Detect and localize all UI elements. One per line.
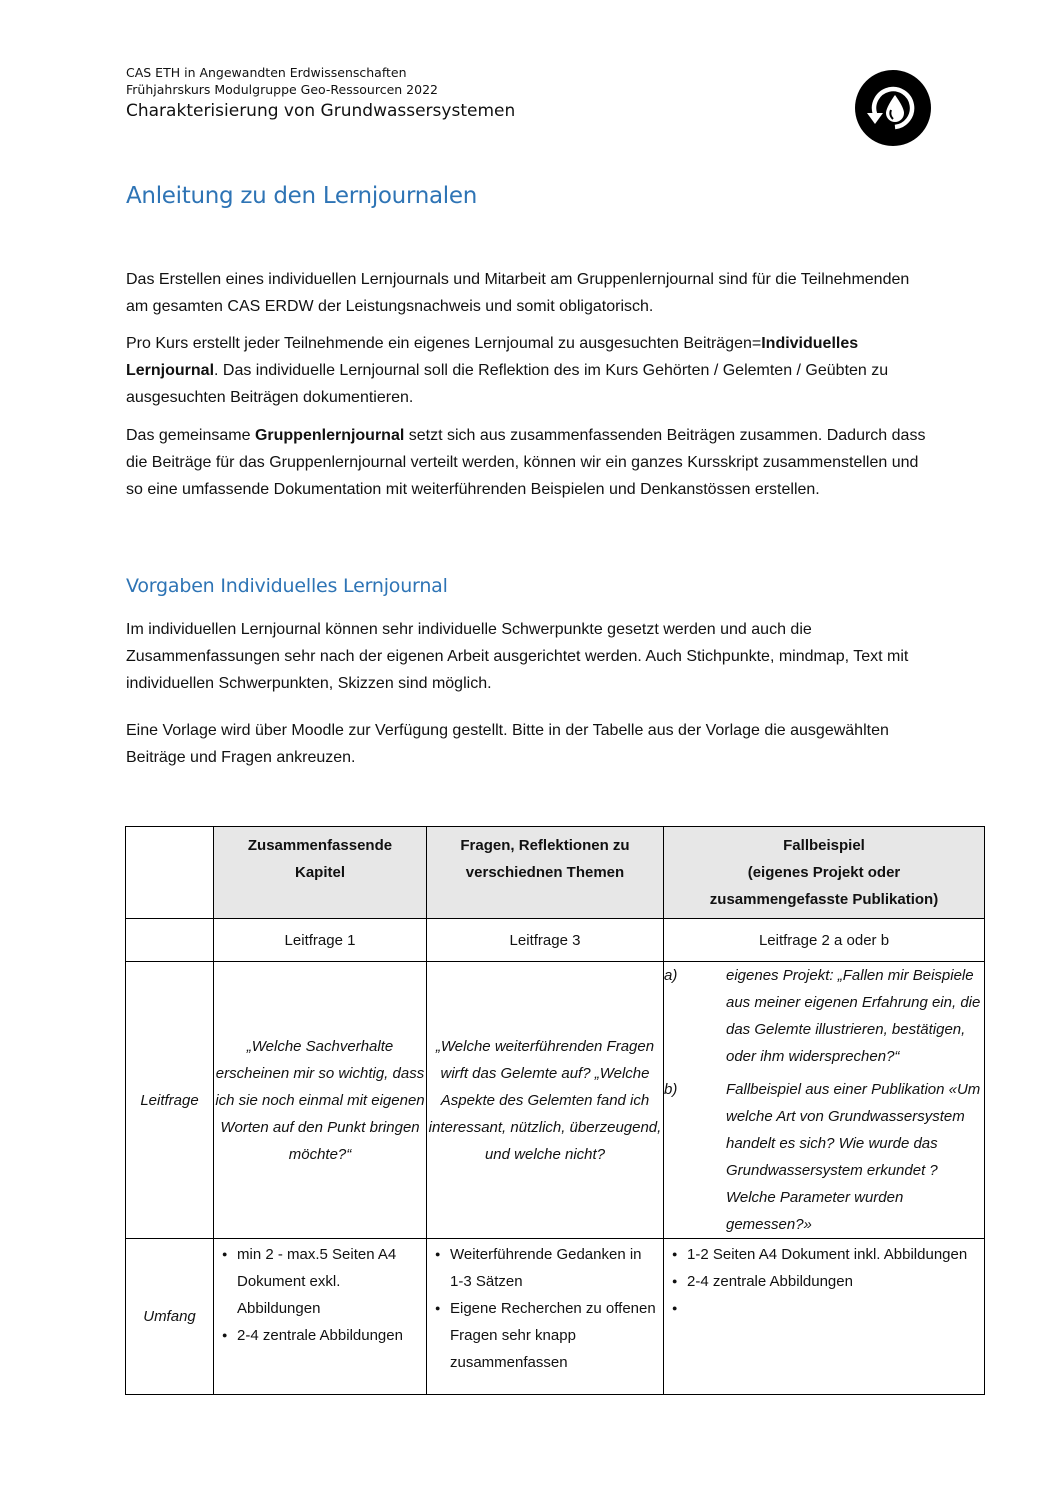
header-text: Kapitel [294, 864, 345, 881]
individual-journal-term: Individuelles Lernjournal [126, 335, 859, 379]
section-paragraph-1: Im individuellen Lernjournal können sehr individuelle Schwerpunkte gesetzt werden und auch die Zusammenfassungen sehr nach der eigenen Arbeit ausgerichtet werden. Auch Stichpunkte, mindmap, Text mit individuellen Schwerpunkten, Skizzen sind möglich. [126, 621, 909, 692]
question-summary: „Welche Sachverhalte erscheinen mir so wichtig, dass ich sie noch einmal mit eigenen Worten auf den Punkt bringen möchte?“ [214, 962, 427, 1239]
leitfrage-number: Leitfrage 1 [214, 919, 427, 962]
header-text: verschiednen Themen [465, 864, 625, 881]
header-case-study [664, 827, 985, 919]
header-text: zusammengefasste Publikation) [709, 891, 939, 908]
list-item-empty [672, 1295, 978, 1322]
leitfrage-number: Leitfrage 2 a oder b [664, 919, 985, 962]
intro-paragraph-2 [126, 330, 926, 411]
header-course: Frühjahrskurs Modulgruppe Geo-Ressourcen 2022 [126, 82, 438, 97]
umfang-case-study [664, 1239, 985, 1395]
intro-paragraph-3 [126, 422, 926, 503]
table-header-row [126, 827, 985, 919]
table-row-leitfrage-numbers [126, 919, 985, 962]
section-paragraph-2: Eine Vorlage wird über Moodle zur Verfügung gestellt. Bitte in der Tabelle aus der Vorlage die ausgewählten Beiträge und Fragen ankreuzen. [126, 722, 889, 766]
group-journal-term: Gruppenlernjournal [254, 427, 405, 444]
umfang-reflection [427, 1239, 664, 1395]
header-topic: Charakterisierung von Grundwassersystemen [126, 101, 516, 121]
case-option-a [664, 962, 984, 1070]
option-marker: a) [664, 967, 678, 984]
header-text: Fallbeispiel [783, 837, 865, 854]
water-drop-cycle-icon [855, 70, 931, 146]
intro-p2-start: Pro Kurs erstellt jeder Teilnehmende ein eigenes Lernjoumal zu ausgesuchten Beiträgen= [126, 335, 762, 352]
option-text: Fallbeispiel aus einer Publikation «Um welche Art von Grundwassersystem handelt es sich? Wie wurde das Grundwassersystem erkundet ? Welche Parameter wurden gemessen?» [726, 1081, 981, 1233]
list-item: ● 2-4 zentrale Abbildungen [222, 1322, 420, 1349]
umfang-summary [214, 1239, 427, 1395]
case-option-b [664, 1076, 984, 1238]
header-questions [427, 827, 664, 919]
option-marker: b) [664, 1081, 678, 1098]
question-case-study [664, 962, 985, 1239]
header-corner-cell [126, 827, 214, 919]
requirements-table [125, 826, 985, 1395]
question-reflection: „Welche weiterführenden Fragen wirft das Gelemte auf? „Welche Aspekte des Gelemten fand ich interessant, nützlich, überzeugend, und welche nicht? [427, 962, 664, 1239]
leitfrage-number: Leitfrage 3 [427, 919, 664, 962]
section-heading: Vorgaben Individuelles Lernjournal [126, 575, 448, 597]
option-text: eigenes Projekt: „Fallen mir Beispiele aus meiner eigenen Erfahrung ein, die das Gelemte illustrieren, bestätigen, oder ihm widersprechen?“ [726, 967, 981, 1065]
table-row-leitfrage [126, 962, 985, 1239]
page-title: Anleitung zu den Lernjournalen [126, 183, 477, 209]
list-item: ● 1-2 Seiten A4 Dokument inkl. Abbildungen [672, 1241, 978, 1268]
intro-paragraph-1: Das Erstellen eines individuellen Lernjournals und Mitarbeit am Gruppenlernjournal sind für die Teilnehmenden am gesamten CAS ERDW der Leistungsnachweis und somit obligatorisch. [126, 271, 910, 315]
intro-p3-end: setzt sich aus zusammenfassenden Beiträgen zusammen. Dadurch dass die Beiträge für das Gruppenlernjournal verteilt werden, können wir ein ganzes Kursskript zusammenstellen und so eine umfassende Dokumentation mit weiterführenden Beispielen und Denkanstössen erstellen. [126, 427, 926, 498]
intro-p3-start: Das gemeinsame [126, 427, 255, 444]
header-text: (eigenes Projekt oder [747, 864, 901, 881]
list-item: ● 2-4 zentrale Abbildungen [672, 1268, 978, 1295]
header-summary-chapters [214, 827, 427, 919]
header-program: CAS ETH in Angewandten Erdwissenschaften [126, 65, 407, 80]
list-item: ● Weiterführende Gedanken in 1-3 Sätzen [435, 1241, 657, 1295]
table-row-umfang [126, 1239, 985, 1395]
intro-p2-end: . Das individuelle Lernjournal soll die Reflektion des im Kurs Gehörten / Gelemten / Geübten zu ausgesuchten Beiträgen dokumentieren. [126, 362, 889, 406]
empty-cell [126, 919, 214, 962]
header-text: Zusammenfassende [247, 837, 393, 854]
row-label-leitfrage: Leitfrage [126, 962, 214, 1239]
row-label-umfang: Umfang [126, 1239, 214, 1395]
header-text: Fragen, Reflektionen zu [460, 837, 630, 854]
document-header [126, 64, 515, 122]
list-item: ● Eigene Recherchen zu offenen Fragen sehr knapp zusammenfassen [435, 1295, 657, 1376]
list-item: ● min 2 - max.5 Seiten A4 Dokument exkl. Abbildungen [222, 1241, 420, 1322]
